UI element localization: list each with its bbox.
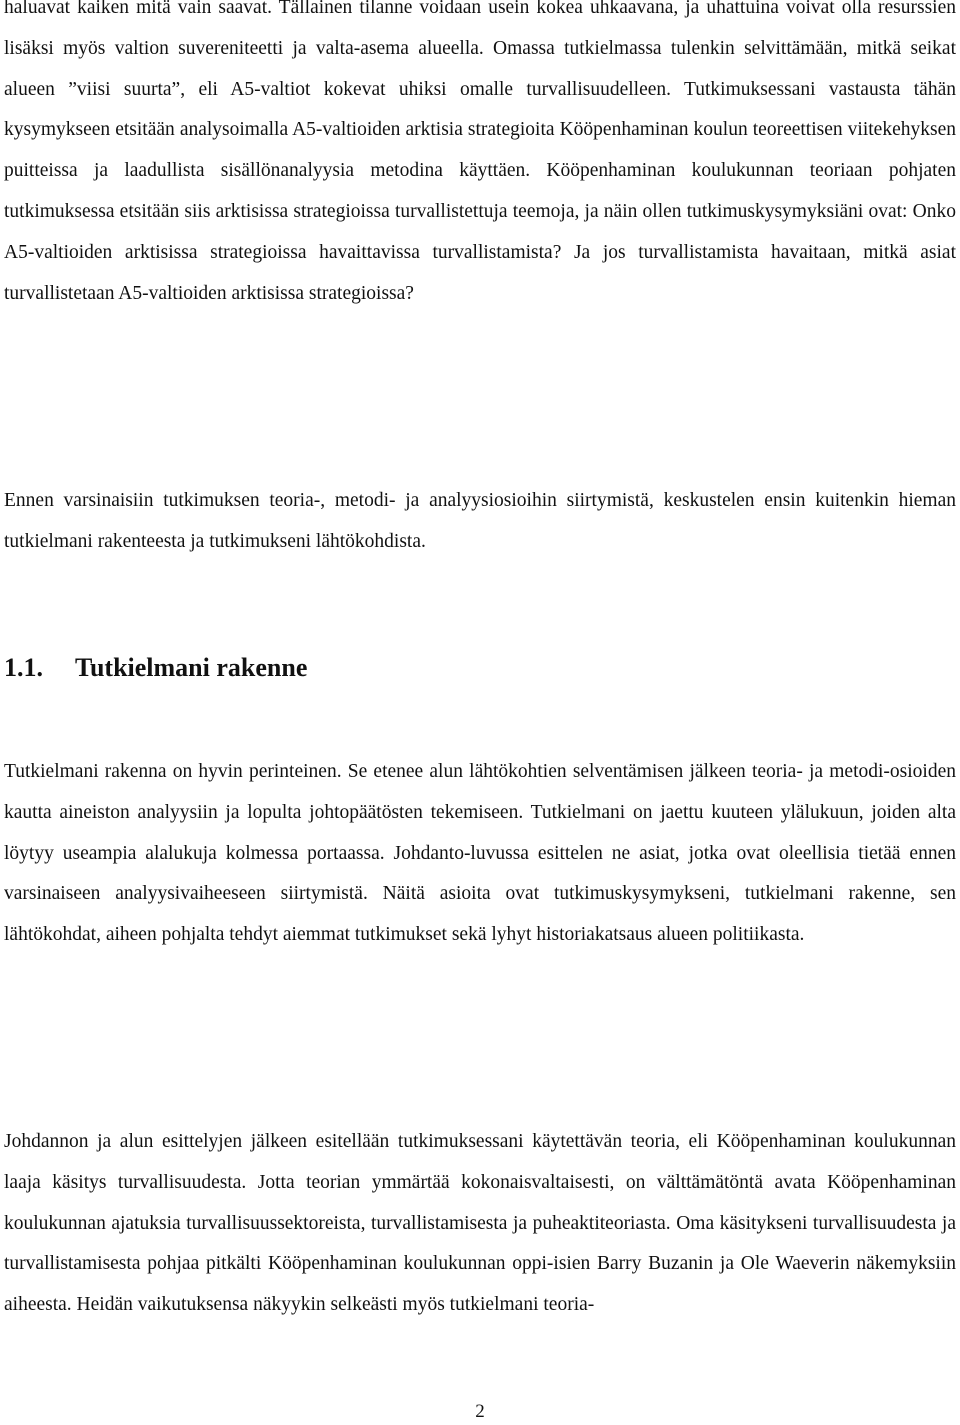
section-number: 1.1.	[4, 653, 43, 682]
page-number: 2	[475, 1401, 485, 1422]
section-heading	[4, 648, 307, 688]
paragraph-theory-intro: Johdannon ja alun esittelyjen jälkeen esitellään tutkimuksessani käytettävän teoria, eli Kööpenhaminan koulukunnan laaja käsitys turvallisuudesta. Jotta teorian ymmärtää kokonaisvaltaisesti, on välttämätöntä avata Kööpenhaminan koulukunnan ajatuksia turvallisuussektoreista, turvallistamisesta ja puheaktiteoriasta. Oma käsitykseni turvallisuudesta ja turvallistamisesta pohjaa pitkälti Kööpenhaminan koulukunnan oppi-isien Barry Buzanin ja Ole Waeverin näkemyksiin aiheesta. Heidän vaikutuksensa näkyykin selkeästi myös tutkielmani teoria-	[4, 1131, 956, 1316]
paragraph-research-questions: haluavat kaiken mitä vain saavat. Tällainen tilanne voidaan usein kokea uhkaavana, ja uhattuina voivat olla resurssien lisäksi myös valtion suvereniteetti ja valta-asema alueella. Omassa tutkielmassa tulenkin selvittämään, mitkä seikat alueen ”viisi suurta”, eli A5-valtiot kokevat uhiksi omalle turvallisuudelleen. Tutkimuksessani vastausta tähän kysymykseen etsitään analysoimalla A5-valtioiden arktisia strategioita Kööpenhaminan koulun teoreettisen viitekehyksen puitteissa ja laadullista sisällönanalyysia metodina käyttäen. Kööpenhaminan koulukunnan teoriaan pohjaten tutkimuksessa etsitään siis arktisissa strategioissa turvallistettuja teemoja, ja näin ollen tutkimuskysymyksiäni ovat: Onko A5-valtioiden arktisissa strategioissa havaittavissa turvallistamista? Ja jos turvallistamista havaitaan, mitkä asiat turvallistetaan A5-valtioiden arktisissa strategioissa?	[4, 0, 956, 304]
paragraph-structure: Tutkielmani rakenna on hyvin perinteinen. Se etenee alun lähtökohtien selventämisen jälkeen teoria- ja metodi-osioiden kautta aineiston analyysiin ja lopulta johtopäätösten tekemiseen. Tutkielmani on jaettu kuuteen ylälukuun, joiden alta löytyy useampia alalukuja kolmessa portaassa. Johdanto-luvussa esittelen ne asiat, jotka ovat oleellisia tietää ennen varsinaiseen analyysivaiheeseen siirtymistä. Näitä asioita ovat tutkimuskysymykseni, tutkielmani rakenne, sen lähtökohdat, aiheen pohjalta tehdyt aiemmat tutkimukset sekä lyhyt historiakatsaus alueen politiikasta.	[4, 761, 956, 946]
section-title: Tutkielmani rakenne	[75, 653, 308, 682]
paragraph-transition: Ennen varsinaisiin tutkimuksen teoria-, metodi- ja analyysiosioihin siirtymistä, keskustelen ensin kuitenkin hieman tutkielmani rakenteesta ja tutkimukseni lähtökohdista.	[4, 490, 956, 552]
